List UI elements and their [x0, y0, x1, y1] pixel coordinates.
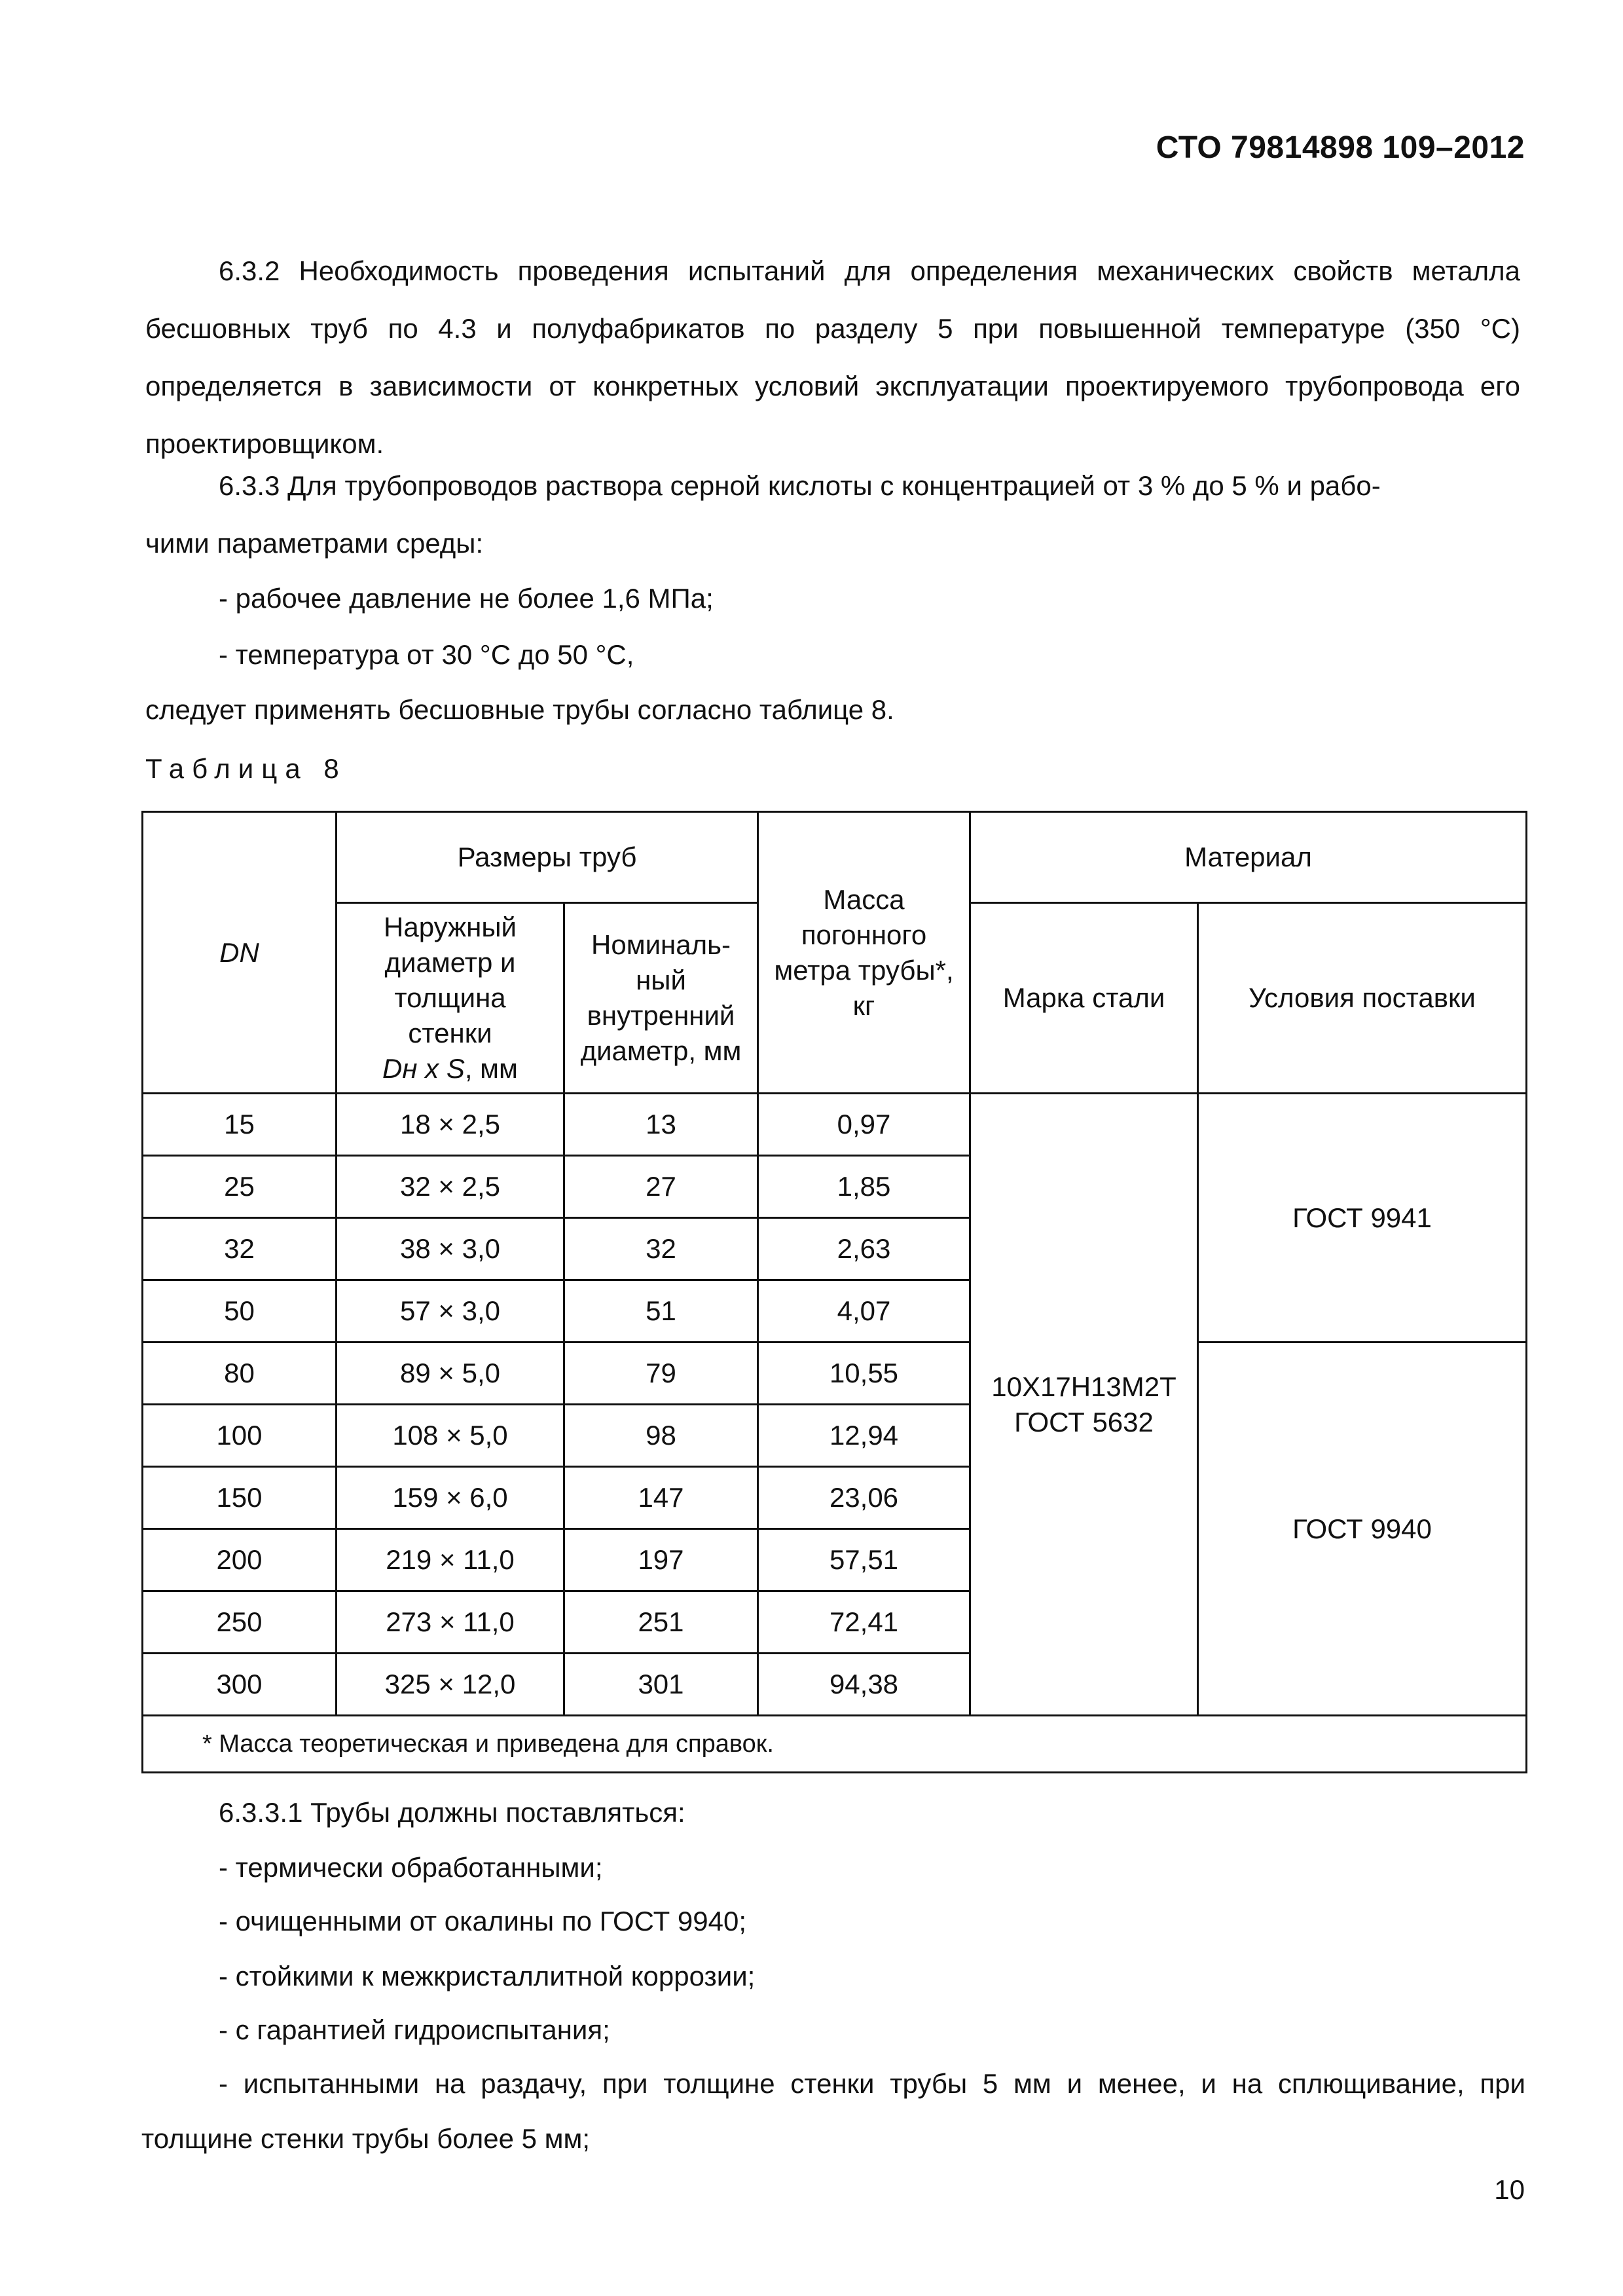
cell-mass: 23,06: [758, 1467, 970, 1529]
pipe-table: [141, 811, 1527, 1773]
cell-dn: 32: [143, 1218, 337, 1280]
cell-size: 38 × 3,0: [337, 1218, 564, 1280]
cell-mass: 10,55: [758, 1342, 970, 1405]
document-code: СТО 79814898 109–2012: [1156, 130, 1525, 165]
cell-mass: 57,51: [758, 1529, 970, 1591]
header-mass: Масса погонного метра трубы*, кг: [758, 812, 970, 1094]
list-item-temperature: - температура от 30 °С до 50 °С,: [219, 639, 634, 670]
cell-delivery-9941: ГОСТ 9941: [1198, 1094, 1527, 1342]
header-delivery-conditions: Условия поставки: [1198, 903, 1527, 1094]
cell-inner: 301: [564, 1654, 758, 1716]
cell-steel-grade: 10Х17Н13М2Т ГОСТ 5632: [970, 1094, 1198, 1716]
list-item-pressure: - рабочее давление не более 1,6 МПа;: [219, 583, 714, 614]
cell-inner: 197: [564, 1529, 758, 1591]
table-footnote: * Масса теоретическая и приведена для справок.: [143, 1716, 1527, 1773]
cell-mass: 1,85: [758, 1156, 970, 1218]
cell-size: 108 × 5,0: [337, 1405, 564, 1467]
cell-inner: 98: [564, 1405, 758, 1467]
paragraph-6-3-3-line1: 6.3.3 Для трубопроводов раствора серной кислоты с концентрацией от 3 % до 5 % и рабо-: [219, 470, 1381, 501]
list-item: - испытанными на раздачу, при толщине стенки трубы 5 мм и менее, и на сплющивание, при: [219, 2068, 1525, 2099]
cell-size: 159 × 6,0: [337, 1467, 564, 1529]
list-item-continuation: толщине стенки трубы более 5 мм;: [141, 2123, 591, 2154]
cell-delivery-9940: ГОСТ 9940: [1198, 1342, 1527, 1716]
cell-mass: 2,63: [758, 1218, 970, 1280]
cell-mass: 72,41: [758, 1591, 970, 1654]
cell-dn: 15: [143, 1094, 337, 1156]
cell-dn: 300: [143, 1654, 337, 1716]
list-item: - стойкими к межкристаллитной коррозии;: [219, 1961, 756, 1991]
cell-mass: 0,97: [758, 1094, 970, 1156]
page-number: 10: [1494, 2174, 1525, 2205]
section-6-3-3-1-title: 6.3.3.1 Трубы должны поставляться:: [219, 1797, 685, 1828]
table-caption: Таблица 8: [145, 753, 347, 784]
cell-size: 219 × 11,0: [337, 1529, 564, 1591]
cell-dn: 50: [143, 1280, 337, 1342]
header-inner-diameter: Номиналь-ный внутренний диаметр, мм: [564, 903, 758, 1094]
cell-dn: 25: [143, 1156, 337, 1218]
cell-inner: 27: [564, 1156, 758, 1218]
cell-inner: 251: [564, 1591, 758, 1654]
cell-inner: 51: [564, 1280, 758, 1342]
cell-dn: 150: [143, 1467, 337, 1529]
cell-size: 273 × 11,0: [337, 1591, 564, 1654]
cell-inner: 13: [564, 1094, 758, 1156]
header-dn: DN: [143, 812, 337, 1094]
paragraph-6-3-3-conclusion: следует применять бесшовные трубы согласно таблице 8.: [145, 694, 894, 725]
cell-size: 325 × 12,0: [337, 1654, 564, 1716]
list-item: - очищенными от окалины по ГОСТ 9940;: [219, 1906, 747, 1936]
table-row: [143, 1094, 1527, 1156]
header-outer-diameter: Наружный диаметр и толщина стенки Dн x S, мм: [337, 903, 564, 1094]
list-item: - термически обработанными;: [219, 1852, 603, 1883]
cell-dn: 80: [143, 1342, 337, 1405]
cell-mass: 94,38: [758, 1654, 970, 1716]
cell-inner: 32: [564, 1218, 758, 1280]
cell-size: 18 × 2,5: [337, 1094, 564, 1156]
header-sizes: Размеры труб: [337, 812, 758, 903]
cell-inner: 79: [564, 1342, 758, 1405]
cell-size: 89 × 5,0: [337, 1342, 564, 1405]
header-material: Материал: [970, 812, 1527, 903]
cell-mass: 4,07: [758, 1280, 970, 1342]
cell-mass: 12,94: [758, 1405, 970, 1467]
list-item: - с гарантией гидроиспытания;: [219, 2014, 610, 2045]
header-steel-grade: Марка стали: [970, 903, 1198, 1094]
paragraph-6-3-3-line2: чими параметрами среды:: [145, 528, 484, 559]
table-row: [143, 1342, 1527, 1405]
cell-dn: 100: [143, 1405, 337, 1467]
paragraph-6-3-2: 6.3.2 Необходимость проведения испытаний для определения механических свойств металла бесшовных труб по 4.3 и полуфабрикатов по разделу 5 при повышенной температуре (350 °С) определяется в зависимости от конкретных условий эксплуатации проектируемого трубопровода его проектировщиком.: [145, 255, 1520, 459]
cell-size: 57 × 3,0: [337, 1280, 564, 1342]
cell-dn: 200: [143, 1529, 337, 1591]
cell-dn: 250: [143, 1591, 337, 1654]
cell-inner: 147: [564, 1467, 758, 1529]
cell-size: 32 × 2,5: [337, 1156, 564, 1218]
